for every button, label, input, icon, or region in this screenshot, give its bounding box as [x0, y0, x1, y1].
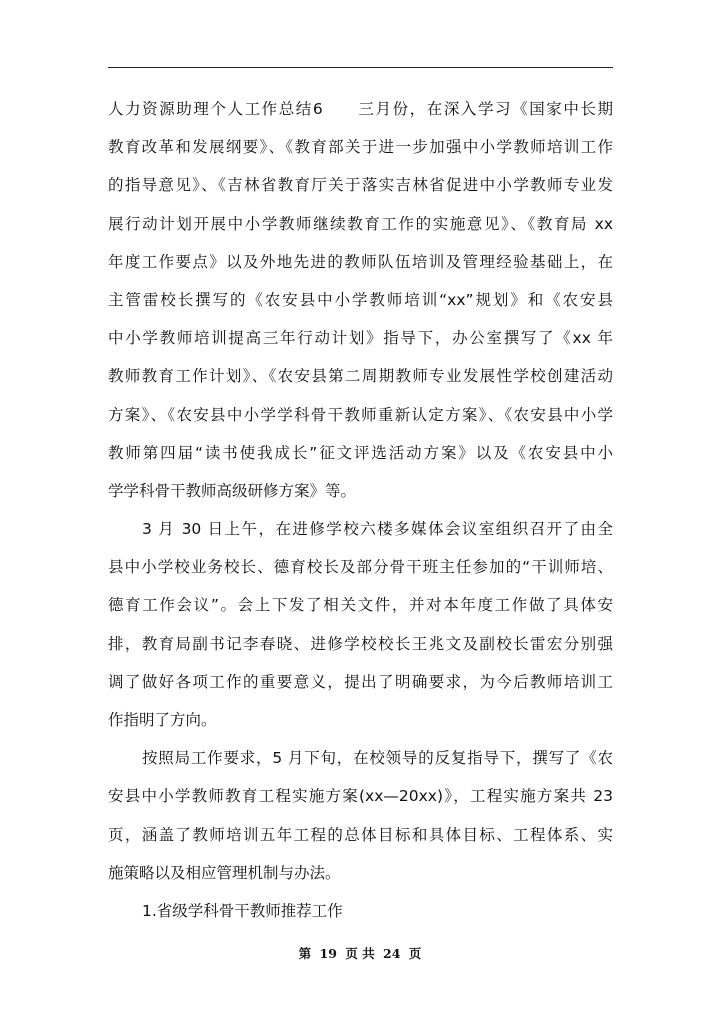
text-line: 展行动计划开展中小学教师继续教育工作的实施意见》、《教育局 xx: [108, 214, 613, 233]
total-page-count: 24: [383, 946, 401, 961]
footer-mid: 页 共: [345, 946, 375, 961]
text-line: 排，教育局副书记李春晓、进修学校校长王兆文及副校长雷宏分别强: [108, 634, 613, 653]
text-line: 安县中小学教师教育工程实施方案(xx—20xx)》，工程实施方案共 23: [108, 787, 613, 806]
footer-suffix: 页: [408, 946, 422, 961]
text-line: 年度工作要点》以及外地先进的教师队伍培训及管理经验基础上，在: [108, 252, 613, 271]
text-line: 教育改革和发展纲要》、《教育部关于进一步加强中小学教师培训工作: [108, 138, 613, 157]
text-line: 施策略以及相应管理机制与办法。: [108, 863, 341, 882]
text-line: 方案》、《农安县中小学学科骨干教师重新认定方案》、《农安县中小学: [108, 405, 613, 424]
section-heading: 1.省级学科骨干教师推荐工作: [142, 901, 343, 920]
text-line: 主管雷校长撰写的《农安县中小学教师培训“xx”规划》和《农安县: [108, 290, 613, 309]
text-line: 人力资源助理个人工作总结6 三月份，在深入学习《国家中长期: [108, 100, 613, 118]
text-line: 的指导意见》、《吉林省教育厅关于落实吉林省促进中小学教师专业发: [108, 176, 613, 195]
text-line: 中小学教师培训提高三年行动计划》指导下，办公室撰写了《xx 年: [108, 329, 613, 348]
text-line: 教师教育工作计划》、《农安县第二周期教师专业发展性学校创建活动: [108, 367, 613, 386]
document-body: [108, 90, 613, 930]
header-rule: [108, 67, 613, 68]
text-line: 页，涵盖了教师培训五年工程的总体目标和具体目标、工程体系、实: [108, 825, 613, 844]
text-line: 县中小学校业务校长、德育校长及部分骨干班主任参加的“干训师培、: [108, 558, 613, 577]
page-footer: [0, 944, 720, 962]
text-line: 学学科骨干教师高级研修方案》等。: [108, 481, 357, 500]
current-page-number: 19: [319, 946, 337, 961]
footer-prefix: 第: [298, 946, 312, 961]
text-line: 3 月 30 日上午，在进修学校六楼多媒体会议室组织召开了由全: [142, 520, 613, 539]
text-line: 按照局工作要求，5 月下旬，在校领导的反复指导下，撰写了《农: [142, 749, 613, 768]
text-line: 德育工作会议”。会上下发了相关文件，并对本年度工作做了具体安: [108, 596, 613, 615]
text-line: 作指明了方向。: [108, 711, 217, 729]
text-line: 调了做好各项工作的重要意义，提出了明确要求，为今后教师培训工: [108, 672, 613, 691]
text-line: 教师第四届“读书使我成长”征文评选活动方案》以及《农安县中小: [108, 443, 613, 462]
